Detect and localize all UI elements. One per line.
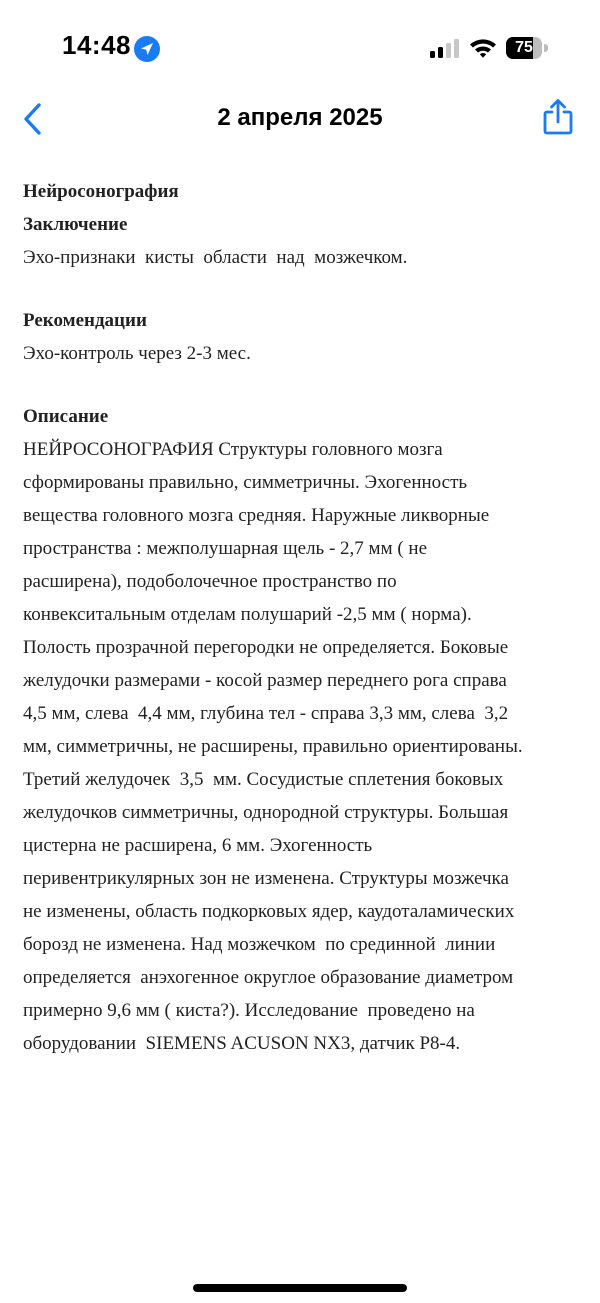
battery-level: 75 [515, 39, 533, 56]
description-heading: Описание [23, 406, 109, 427]
description-line: перивентрикулярных зон не изменена. Структуры мозжечка [23, 868, 509, 889]
section-spacer [23, 274, 578, 304]
conclusion-heading: Заключение [23, 214, 128, 235]
document-title: Нейросонография [23, 181, 179, 202]
description-line: 4,5 мм, слева 4,4 мм, глубина тел - справа 3,3 мм, слева 3,2 [23, 703, 509, 724]
description-line: мм, симметричны, не расширены, правильно ориентированы. [23, 736, 523, 757]
description-line: цистерна не расширена, 6 мм. Эхогенность [23, 835, 373, 856]
location-arrow-icon [134, 36, 160, 62]
description-line: конвекситальным отделам полушарий -2,5 мм ( норма). [23, 604, 472, 625]
description-line: определяется анэхогенное округлое образование диаметром [23, 967, 514, 988]
description-line: оборудовании SIEMENS ACUSON NX3, датчик P8-4. [23, 1033, 461, 1054]
description-line: примерно 9,6 мм ( киста?). Исследование проведено на [23, 1000, 475, 1021]
back-button[interactable] [14, 96, 54, 140]
description-line: сформированы правильно, симметричны. Эхогенность [23, 472, 468, 493]
description-line: пространства : межполушарная щель - 2,7 мм ( не [23, 538, 428, 559]
battery-indicator [506, 37, 548, 59]
section-spacer [23, 370, 578, 400]
conclusion-text: Эхо-признаки кисты области над мозжечком. [23, 247, 408, 268]
description-line: НЕЙРОСОНОГРАФИЯ Структуры головного мозга [23, 439, 443, 460]
battery-cap [544, 44, 548, 52]
wifi-icon [468, 36, 498, 60]
description-line: не изменены, область подкорковых ядер, каудоталамических [23, 901, 515, 922]
description-line: расширена), подоболочечное пространство по [23, 571, 397, 592]
share-icon [542, 98, 574, 136]
description-line: Полость прозрачной перегородки не определяется. Боковые [23, 637, 509, 658]
navigation-bar [0, 96, 600, 140]
page-title: 2 апреля 2025 [217, 104, 383, 131]
recommendations-text: Эхо-контроль через 2-3 мес. [23, 343, 251, 364]
status-time: 14:48 [62, 30, 131, 60]
description-line: Третий желудочек 3,5 мм. Сосудистые сплетения боковых [23, 769, 504, 790]
share-button[interactable] [536, 96, 580, 140]
battery-body [506, 37, 542, 59]
chevron-left-icon [22, 102, 44, 136]
description-line: вещества головного мозга средняя. Наружные ликворные [23, 505, 490, 526]
cellular-signal-icon [430, 38, 460, 58]
description-line: желудочки размерами - косой размер переднего рога справа [23, 670, 507, 691]
recommendations-heading: Рекомендации [23, 310, 147, 331]
description-line: желудочков симметричны, однородной структуры. Большая [23, 802, 509, 823]
description-text [23, 433, 578, 1060]
document-content [23, 175, 578, 1060]
description-line: борозд не изменена. Над мозжечком по срединной линии [23, 934, 496, 955]
status-bar [0, 0, 600, 96]
home-indicator[interactable] [193, 1284, 407, 1292]
